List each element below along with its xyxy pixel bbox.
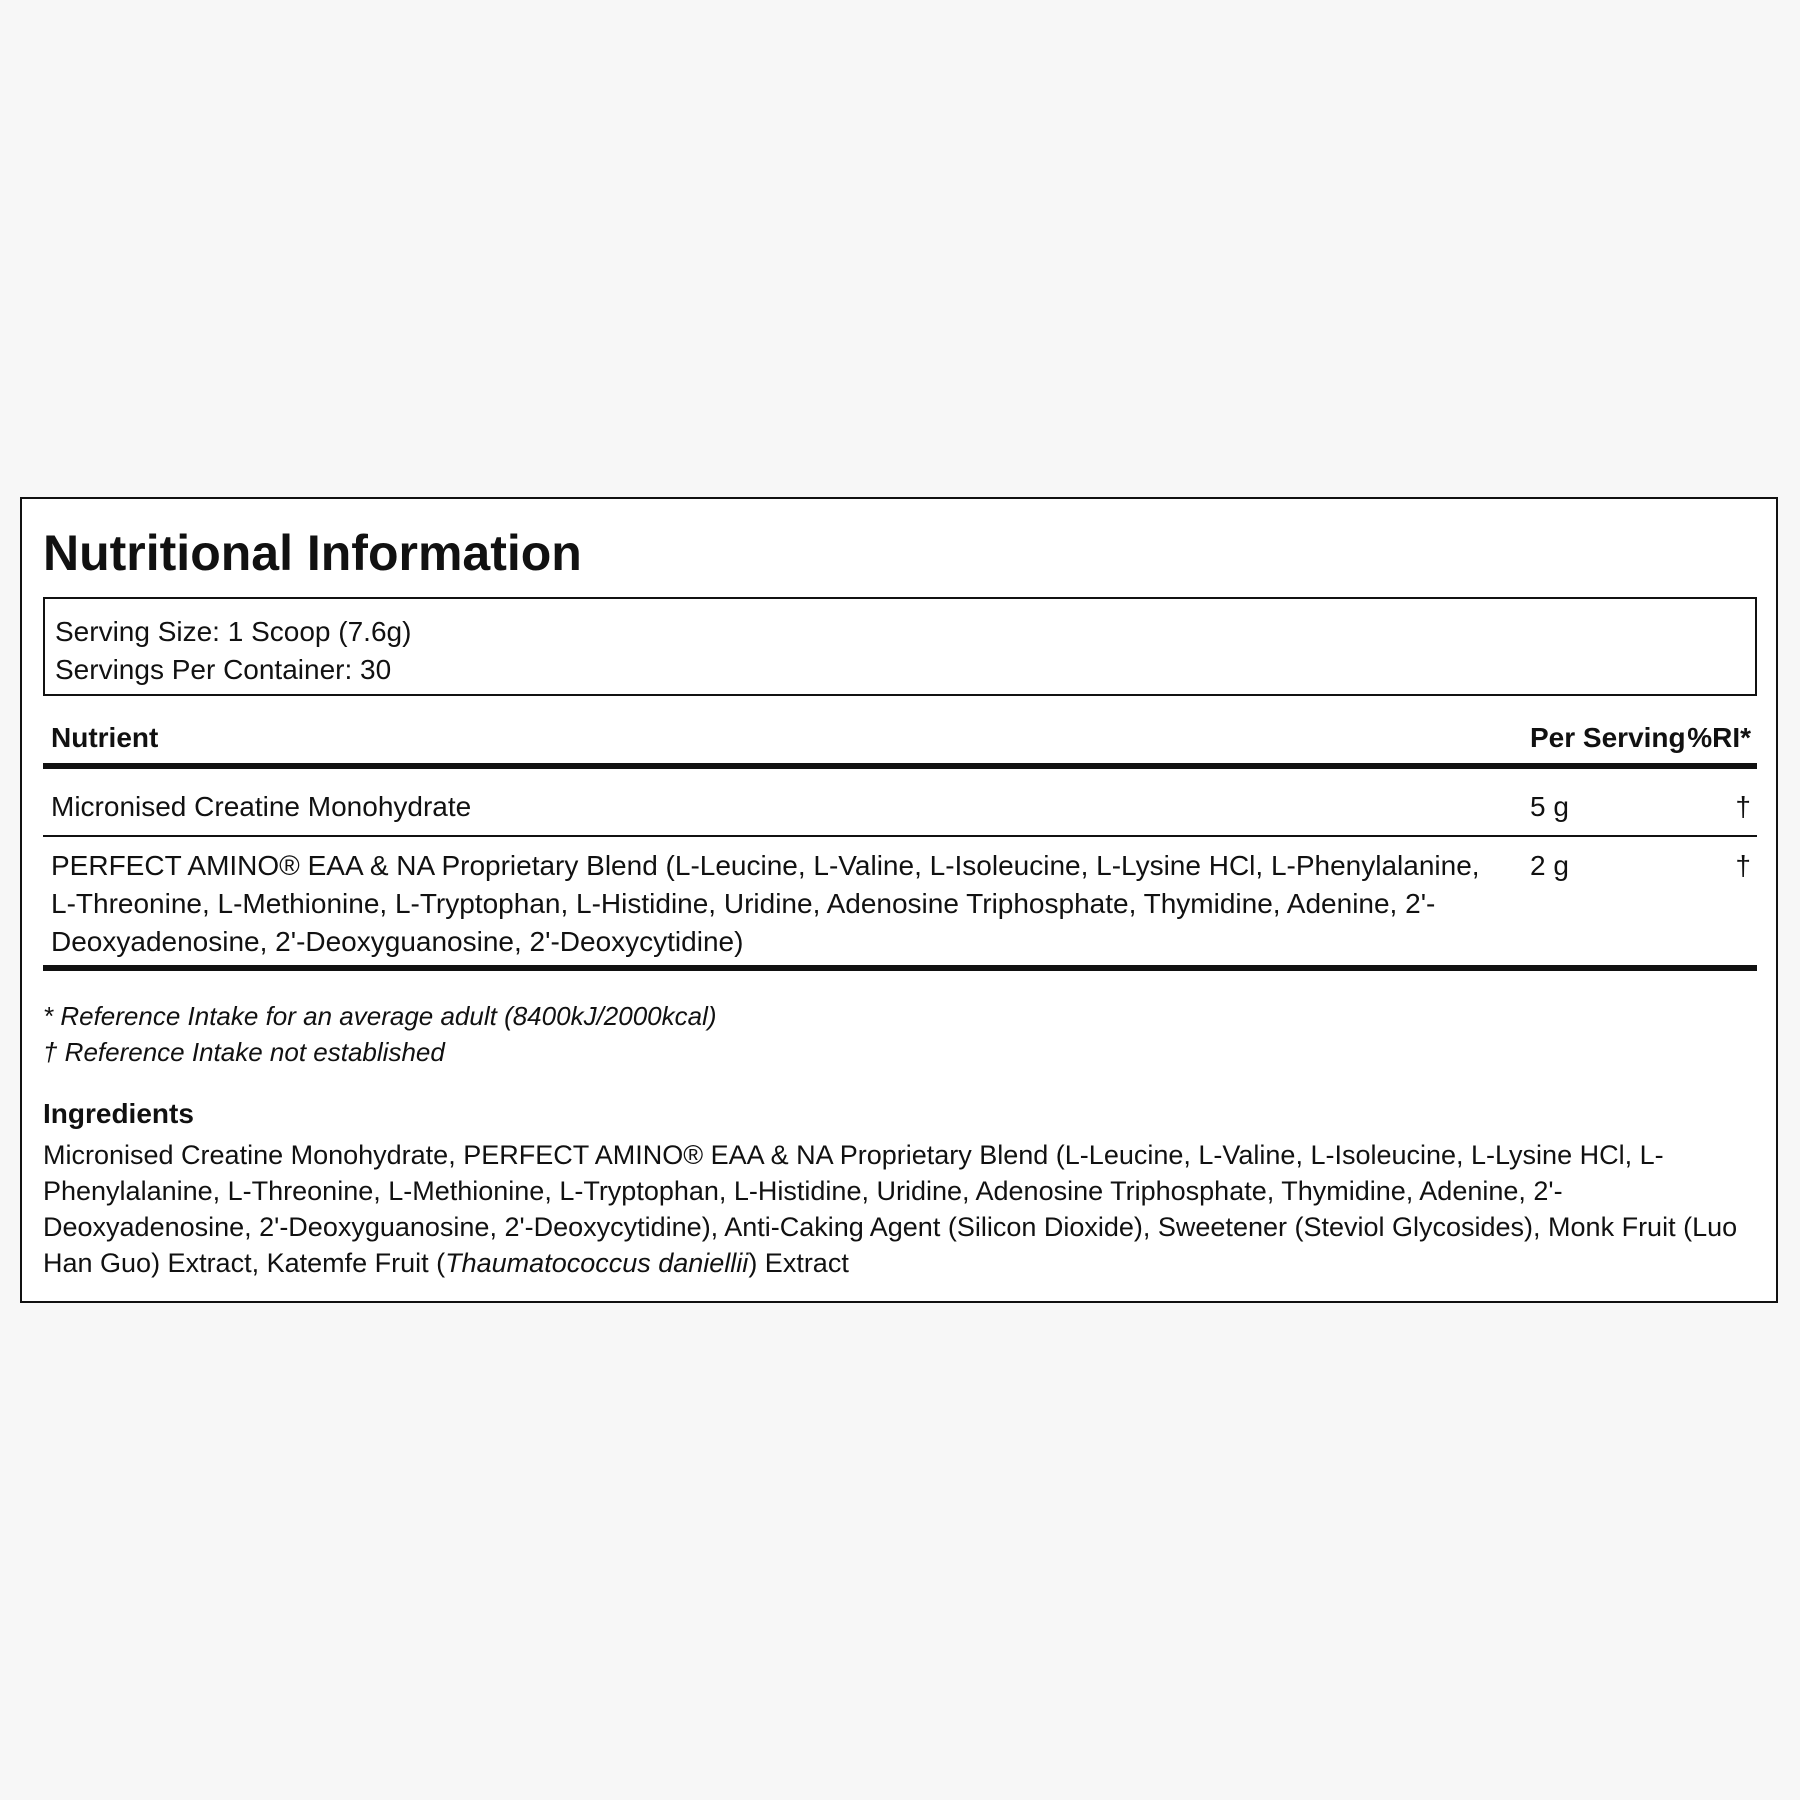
nutrient-name: PERFECT AMINO® EAA & NA Proprietary Blend (L-Leucine, L-Valine, L-Isoleucine, L-Lysine HCl, L-Phenylalanine, L-Threonine, L-Methionine, L-Tryptophan, L-Histidine, Uridine, Adenosine Triphosphate, Thymidine, Adenine, 2'-Deoxyadenosine, 2'-Deoxyguanosine, 2'-Deoxycytidine) [51,850,1480,957]
serving-info-box [43,597,1757,696]
nutrient-name: Micronised Creatine Monohydrate [51,791,472,822]
nutrition-panel [20,497,1778,1303]
table-row [43,769,1757,837]
header-ri: %RI* [1687,722,1751,753]
ingredients-text-end: ) Extract [748,1248,849,1278]
servings-per-container: Servings Per Container: 30 [55,654,392,685]
nutrient-per-serving: 5 g [1530,791,1569,822]
table-header [43,713,1757,769]
serving-size: Serving Size: 1 Scoop (7.6g) [55,616,412,647]
ingredients-heading: Ingredients [43,1098,194,1129]
ingredients-botanical-name: Thaumatococcus daniellii [445,1248,749,1278]
footnote-ri: * Reference Intake for an average adult (8400kJ/2000kcal) [43,1001,717,1031]
ingredients-text-main: Micronised Creatine Monohydrate, PERFECT AMINO® EAA & NA Proprietary Blend (L-Leucine, L-Valine, L-Isoleucine, L-Lysine HCl, L-Phenylalanine, L-Threonine, L-Methionine, L-Tryptophan, L-Histidine, Uridine, Adenosine Triphosphate, Thymidine, Adenine, 2'-Deoxyadenosine, 2'-Deoxyguanosine, 2'-Deoxycytidine), Anti-Caking Agent (Silicon Dioxide), Sweetener (Steviol Glycosides), Monk Fruit (Luo Han Guo) Extract, Katemfe Fruit ( [43,1140,1738,1278]
footnote-not-established: † Reference Intake not established [43,1037,445,1067]
nutrient-ri: † [1735,791,1751,822]
page-title: Nutritional Information [43,525,582,581]
header-per-serving: Per Serving [1530,722,1686,753]
ingredients-text [43,1137,1763,1281]
table-row [43,837,1757,971]
nutrient-table [43,713,1757,971]
nutrient-ri: † [1735,850,1751,881]
header-nutrient: Nutrient [51,722,159,753]
nutrient-per-serving: 2 g [1530,850,1569,881]
footnotes [43,998,717,1070]
